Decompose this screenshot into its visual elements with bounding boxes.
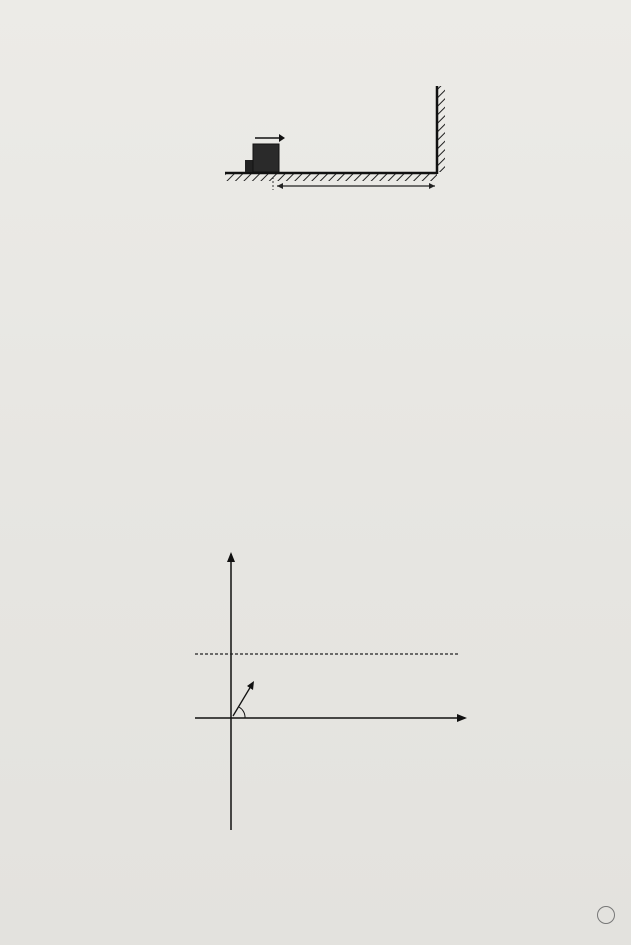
big-block: [253, 144, 279, 172]
floor-hatch: [225, 174, 437, 181]
L-arrow-left: [277, 183, 283, 189]
y-axis-arrow: [227, 552, 235, 562]
wall-hatch: [438, 86, 445, 172]
block-wall-figure: [215, 82, 455, 212]
wechat-icon: [597, 906, 615, 924]
v0-arrow-head: [279, 134, 285, 142]
L-arrow-right: [429, 183, 435, 189]
x-axis-arrow: [457, 714, 467, 722]
wechat-tag: [597, 906, 619, 924]
field-diagram: [175, 548, 475, 838]
velocity-vector-head: [247, 681, 254, 690]
angle-arc: [239, 707, 245, 718]
velocity-vector: [233, 686, 251, 716]
